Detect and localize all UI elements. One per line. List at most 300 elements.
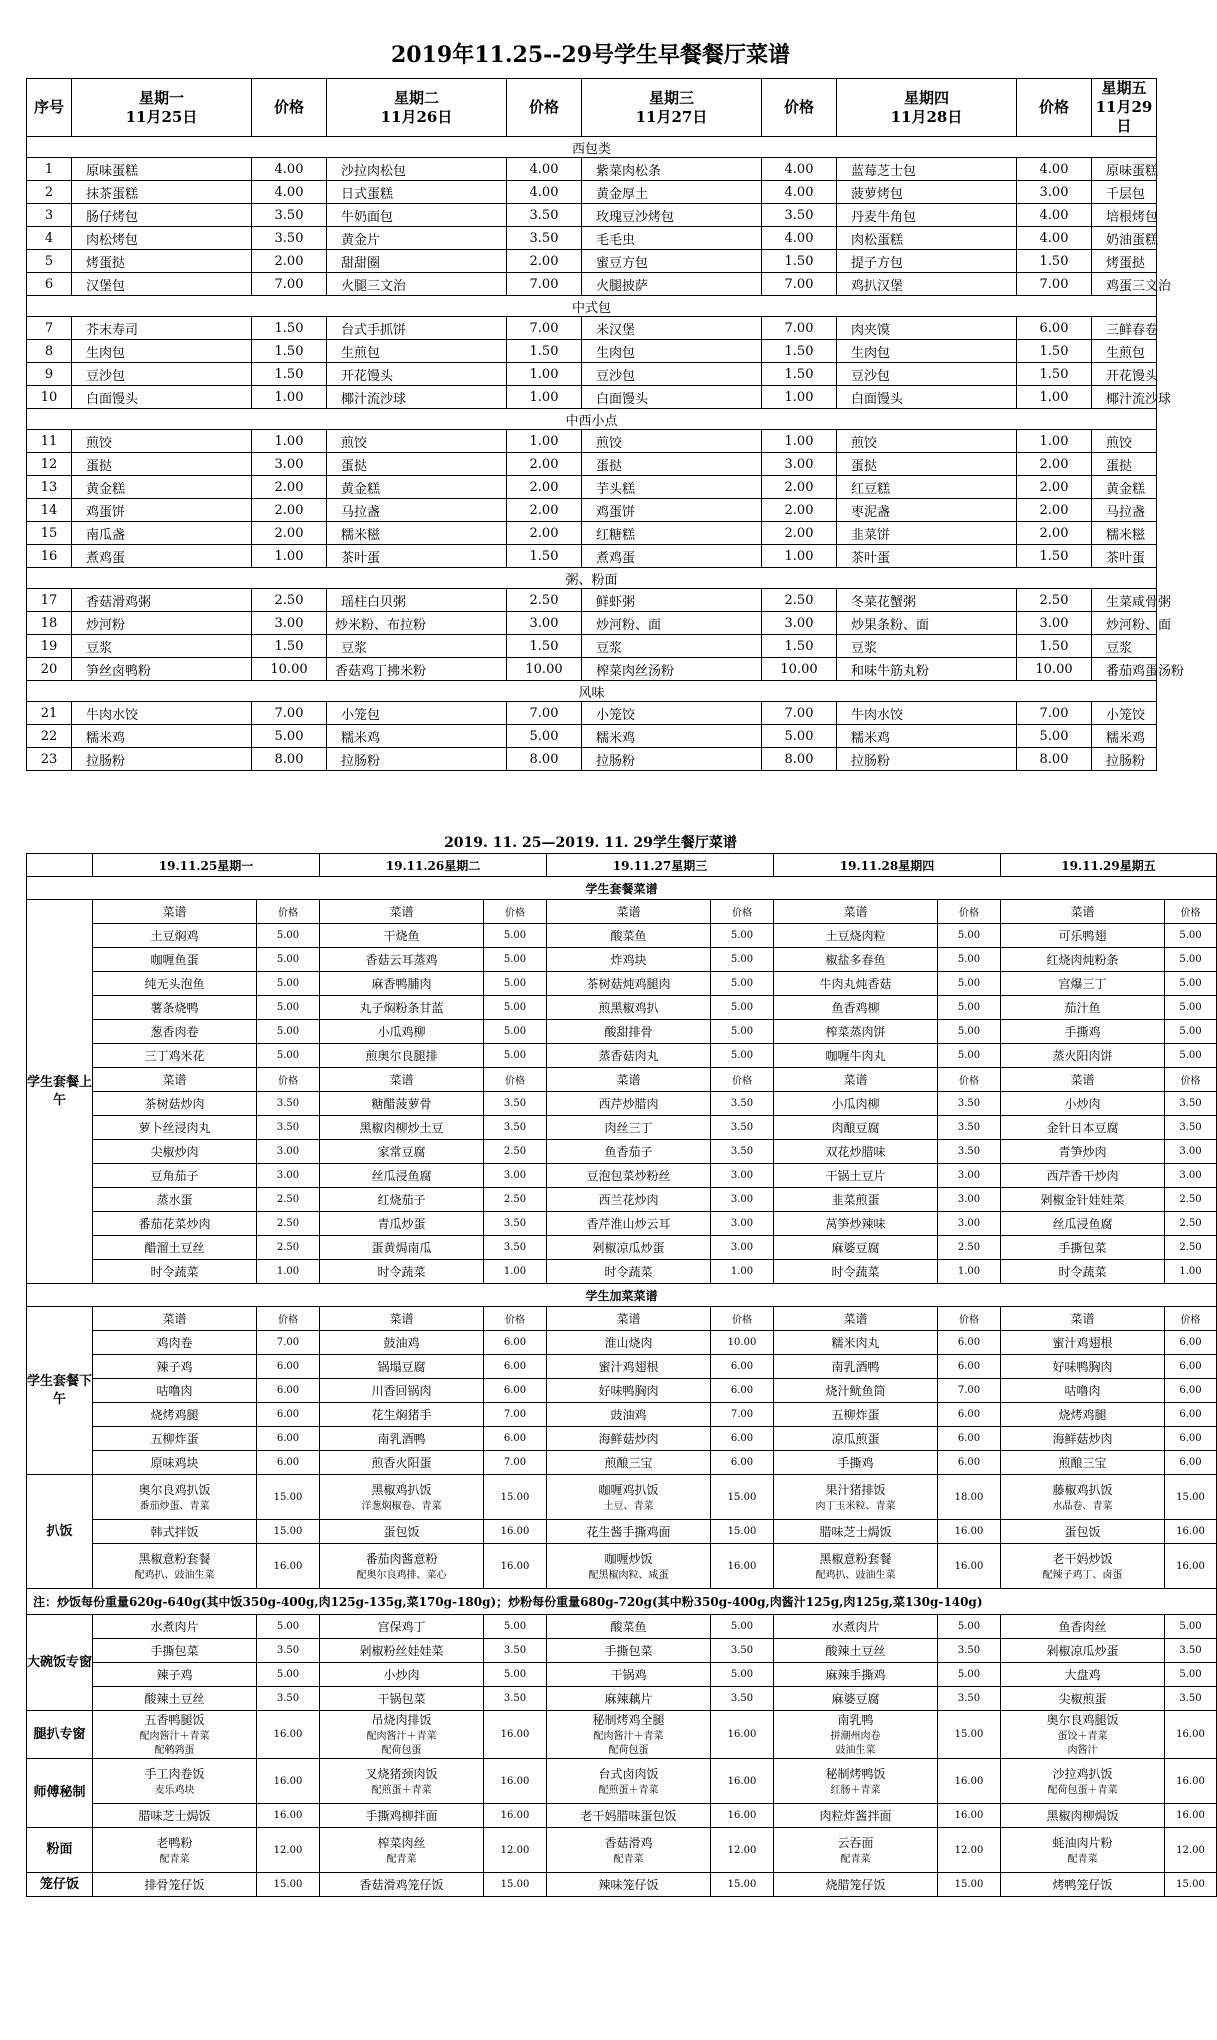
dish-name: 茄汁鱼 (1001, 996, 1165, 1020)
price: 2.00 (507, 453, 582, 476)
price: 5.00 (938, 948, 1001, 972)
row-index: 10 (27, 386, 72, 409)
dish-name: 蛋挞 (582, 453, 762, 476)
dish-name (93, 1828, 257, 1873)
dish-name: 时令蔬菜 (93, 1260, 257, 1284)
dish-header: 菜谱 (1001, 900, 1165, 924)
day-header: 19.11.28星期四 (774, 854, 1001, 877)
menu-row (27, 227, 1157, 250)
dish-name: 煎饺 (1092, 430, 1157, 453)
dish-name: 火腿披萨 (582, 273, 762, 296)
dish-name: 原味蛋糕 (1092, 158, 1157, 181)
price: 2.00 (252, 522, 327, 545)
price-header: 价格 (1165, 1068, 1217, 1092)
dish-name: 手撕包菜 (1001, 1236, 1165, 1260)
price: 5.00 (257, 1044, 320, 1068)
price: 3.50 (484, 1092, 547, 1116)
dish-name (320, 1828, 484, 1873)
dish-name: 开花馒头 (1092, 363, 1157, 386)
canteen-header-row (27, 854, 1217, 877)
price: 1.50 (1017, 250, 1092, 273)
dish-name: 鲜虾粥 (582, 589, 762, 612)
dish-side: 水晶卷、青菜 (1052, 1500, 1113, 1512)
menu-row (27, 635, 1157, 658)
menu-row (27, 545, 1157, 568)
dish-name: 千层包 (1092, 181, 1157, 204)
price: 16.00 (1165, 1759, 1217, 1804)
price: 3.00 (252, 612, 327, 635)
menu-row (27, 1044, 1217, 1068)
row-index: 20 (27, 658, 72, 681)
day-header: 19.11.25星期一 (93, 854, 320, 877)
price: 3.00 (711, 1164, 774, 1188)
dish-name: 茶叶蛋 (837, 545, 1017, 568)
price: 10.00 (1017, 658, 1092, 681)
price: 16.00 (1165, 1520, 1217, 1544)
dish-name: 菠萝烤包 (837, 181, 1017, 204)
dish-title: 香菇滑鸡 (604, 1835, 653, 1850)
dish-name (1001, 1711, 1165, 1759)
dish-name (547, 1828, 711, 1873)
price-header: 价格 (1017, 79, 1092, 137)
dish-name (1001, 1475, 1165, 1520)
dish-name: 丝瓜浸鱼腐 (1001, 1212, 1165, 1236)
dish-name: 糯米糍 (327, 522, 507, 545)
price: 3.00 (484, 1164, 547, 1188)
dish-side: 配青菜 (386, 1853, 417, 1865)
dish-name (774, 1711, 938, 1759)
price: 15.00 (711, 1873, 774, 1897)
dish-name: 椰汁流沙球 (1092, 386, 1157, 409)
dish-side: 配鸡扒、豉油生菜 (815, 1569, 896, 1581)
dish-side: 配肉酱汁＋青菜 (593, 1731, 664, 1742)
breakfast-header-row (27, 79, 1157, 137)
dish-name: 椰汁流沙球 (327, 386, 507, 409)
dish-name: 鸡蛋三文治 (1092, 273, 1157, 296)
dish-title: 果汁猪排饭 (825, 1482, 886, 1497)
price: 7.00 (484, 1403, 547, 1427)
price: 3.50 (1165, 1639, 1217, 1663)
dish-name (547, 1711, 711, 1759)
dish-name: 马拉盏 (327, 499, 507, 522)
dish-title: 云吞面 (837, 1835, 874, 1850)
price: 7.00 (507, 273, 582, 296)
price-header: 价格 (938, 900, 1001, 924)
price: 5.00 (1165, 1615, 1217, 1639)
price: 18.00 (938, 1475, 1001, 1520)
dish-side: 豉油生菜 (835, 1745, 876, 1756)
section-title: 粥、粉面 (27, 568, 1157, 589)
weight-note: 注：炒饭每份重量620g-640g(其中饭350g-400g,肉125g-135g,菜170g-180g)；炒粉每份重量680g-720g(其中粉350g-400g,肉酱汁125g,肉125g,菜130g-140g) (27, 1589, 1217, 1615)
row-index: 15 (27, 522, 72, 545)
price-header: 价格 (257, 900, 320, 924)
price: 7.00 (257, 1331, 320, 1355)
dish-name: 土豆焖鸡 (93, 924, 257, 948)
dish-name: 笋丝卤鸭粉 (72, 658, 252, 681)
menu-row (27, 924, 1217, 948)
price: 16.00 (711, 1804, 774, 1828)
menu-row (27, 748, 1157, 771)
dish-name: 白面馒头 (582, 386, 762, 409)
dish-name: 酸菜鱼 (547, 1615, 711, 1639)
dish-name: 小笼饺 (582, 702, 762, 725)
dish-name: 原味蛋糕 (72, 158, 252, 181)
date-label: 11月28日 (890, 107, 963, 126)
price: 4.00 (762, 181, 837, 204)
price: 3.50 (1165, 1092, 1217, 1116)
dish-name: 凉瓜煎蛋 (774, 1427, 938, 1451)
dish-name: 豆沙包 (582, 363, 762, 386)
dish-name: 紫菜肉松条 (582, 158, 762, 181)
dish-title: 咖喱炒饭 (604, 1551, 653, 1566)
price: 5.00 (938, 996, 1001, 1020)
menu-row (27, 1711, 1217, 1759)
dish-title: 老干妈炒饭 (1052, 1551, 1113, 1566)
dish-name: 烤蛋挞 (72, 250, 252, 273)
dish-header: 菜谱 (320, 1068, 484, 1092)
price: 5.00 (711, 1020, 774, 1044)
dish-name: 小炒肉 (320, 1663, 484, 1687)
dish-name: 咕噜肉 (93, 1379, 257, 1403)
price: 7.00 (762, 317, 837, 340)
price: 7.00 (507, 702, 582, 725)
price: 7.00 (762, 273, 837, 296)
dish-name: 鼓油鸡 (320, 1331, 484, 1355)
dish-title: 叉烧猪颈肉饭 (365, 1766, 438, 1781)
price: 5.00 (711, 948, 774, 972)
dish-name: 煎酿三宝 (1001, 1451, 1165, 1475)
dish-name: 锅塌豆腐 (320, 1355, 484, 1379)
dish-name: 西兰花炒肉 (547, 1188, 711, 1212)
dish-side: 配青菜 (159, 1853, 190, 1865)
price: 5.00 (711, 972, 774, 996)
price: 10.00 (762, 658, 837, 681)
dish-side: 拼潮州肉卷 (830, 1731, 881, 1742)
price: 2.00 (252, 476, 327, 499)
dish-name: 肠仔烤包 (72, 204, 252, 227)
dish-side: 配肉酱汁＋青菜 (139, 1731, 210, 1742)
price: 5.00 (257, 1020, 320, 1044)
price: 10.00 (711, 1331, 774, 1355)
price: 3.50 (484, 1639, 547, 1663)
dish-title: 蛋包饭 (1064, 1525, 1101, 1539)
dish-name: 丝瓜浸鱼腐 (320, 1164, 484, 1188)
price: 15.00 (1165, 1475, 1217, 1520)
dish-name: 糯米鸡 (72, 725, 252, 748)
menu-row (27, 1759, 1217, 1804)
dish-title: 榨菜肉丝 (377, 1835, 426, 1850)
price: 3.50 (484, 1116, 547, 1140)
price: 5.00 (1017, 725, 1092, 748)
dish-name: 青瓜炒蛋 (320, 1212, 484, 1236)
note-row (27, 1589, 1217, 1615)
price: 16.00 (257, 1804, 320, 1828)
chef-special-label: 师傅秘制 (27, 1759, 93, 1828)
menu-row (27, 725, 1157, 748)
dish-name: 酸辣土豆丝 (93, 1687, 257, 1711)
price: 1.50 (762, 340, 837, 363)
price: 15.00 (711, 1475, 774, 1520)
dish-name (547, 1759, 711, 1804)
dish-name: 烤蛋挞 (1092, 250, 1157, 273)
price: 1.50 (507, 545, 582, 568)
dish-title: 秘制烤鸭饭 (825, 1766, 886, 1781)
price-header: 价格 (938, 1068, 1001, 1092)
dish-name: 炒河粉、面 (582, 612, 762, 635)
dish-name: 纯无头泡鱼 (93, 972, 257, 996)
menu-row (27, 589, 1157, 612)
dish-name: 蛋挞 (1092, 453, 1157, 476)
dish-title: 五香鸭腿饭 (144, 1713, 205, 1727)
dish-name: 糯米鸡 (1092, 725, 1157, 748)
price: 3.00 (1017, 181, 1092, 204)
price: 5.00 (938, 972, 1001, 996)
price: 15.00 (484, 1873, 547, 1897)
dish-header: 菜谱 (547, 1068, 711, 1092)
price: 8.00 (762, 748, 837, 771)
menu-row (27, 1520, 1217, 1544)
dish-name: 拉肠粉 (837, 748, 1017, 771)
price: 7.00 (507, 317, 582, 340)
dish-name: 煎酿三宝 (547, 1451, 711, 1475)
menu-row (27, 386, 1157, 409)
dish-name: 五柳炸蛋 (93, 1427, 257, 1451)
price: 3.00 (938, 1164, 1001, 1188)
row-index: 16 (27, 545, 72, 568)
dish-name: 蒸香菇肉丸 (547, 1044, 711, 1068)
claypot-label: 笼仔饭 (27, 1873, 93, 1897)
price: 5.00 (1165, 924, 1217, 948)
dish-name: 茶树菇炖鸡腿肉 (547, 972, 711, 996)
row-index: 1 (27, 158, 72, 181)
dish-name: 蛋挞 (72, 453, 252, 476)
dish-side: 配鸡扒、豉油生菜 (134, 1569, 215, 1581)
price-header: 价格 (507, 79, 582, 137)
dish-name: 蓝莓芝士包 (837, 158, 1017, 181)
dish-title: 手工肉卷饭 (144, 1766, 205, 1781)
menu-row (27, 273, 1157, 296)
dish-name: 淮山烧肉 (547, 1331, 711, 1355)
dish-name: 三鲜春卷 (1092, 317, 1157, 340)
dish-name: 手撕包菜 (93, 1639, 257, 1663)
price-header: 价格 (484, 1307, 547, 1331)
price-header: 价格 (257, 1307, 320, 1331)
price: 3.00 (1017, 612, 1092, 635)
dish-name: 手撕鸡 (774, 1451, 938, 1475)
menu-row (27, 1020, 1217, 1044)
price: 16.00 (484, 1804, 547, 1828)
price: 5.00 (938, 1020, 1001, 1044)
dish-name: 炒米粉、布拉粉 (327, 612, 507, 635)
dish-header: 菜谱 (1001, 1068, 1165, 1092)
price: 2.50 (1165, 1212, 1217, 1236)
section-title: 学生套餐菜谱 (27, 877, 1217, 900)
price: 6.00 (938, 1331, 1001, 1355)
price: 2.50 (484, 1140, 547, 1164)
price: 2.00 (1017, 453, 1092, 476)
dish-name: 水煮肉片 (774, 1615, 938, 1639)
price: 7.00 (938, 1379, 1001, 1403)
dish-name: 芋头糕 (582, 476, 762, 499)
menu-row (27, 1379, 1217, 1403)
price: 16.00 (257, 1711, 320, 1759)
leg-window-label: 腿扒专窗 (27, 1711, 93, 1759)
weekday-label: 星期四 (903, 88, 949, 107)
dish-name: 黄金糕 (72, 476, 252, 499)
dish-title: 蛋包饭 (383, 1525, 420, 1539)
dish-name: 榨菜蒸肉饼 (774, 1020, 938, 1044)
dish-name: 南瓜盏 (72, 522, 252, 545)
dish-name: 拉肠粉 (1092, 748, 1157, 771)
dish-name: 红烧肉炖粉条 (1001, 948, 1165, 972)
dish-title: 奥尔良鸡扒饭 (138, 1482, 211, 1497)
dish-name: 豆沙包 (72, 363, 252, 386)
price-header: 价格 (711, 900, 774, 924)
dish-header: 菜谱 (93, 1068, 257, 1092)
dish-title: 沙拉鸡扒饭 (1052, 1766, 1113, 1781)
price: 2.50 (1165, 1188, 1217, 1212)
column-header-row (27, 1307, 1217, 1331)
breakfast-title: 2019年11.25--29号学生早餐餐厅菜谱 (391, 42, 790, 68)
price: 5.00 (484, 1615, 547, 1639)
dish-title: 腊味芝士焗饭 (138, 1809, 211, 1823)
price: 12.00 (484, 1828, 547, 1873)
dish-name: 西芹炒腊肉 (547, 1092, 711, 1116)
dish-name: 鸡肉卷 (93, 1331, 257, 1355)
dish-name: 烧烤鸡腿 (1001, 1403, 1165, 1427)
price: 5.00 (711, 1663, 774, 1687)
dish-title: 黑椒肉柳焗饭 (1046, 1809, 1119, 1823)
dish-name: 南乳酒鸭 (774, 1355, 938, 1379)
price: 5.00 (484, 1044, 547, 1068)
price-header: 价格 (762, 79, 837, 137)
index-header: 序号 (27, 79, 72, 137)
dish-name: 鱼香肉丝 (1001, 1615, 1165, 1639)
dish-name: 马拉盏 (1092, 499, 1157, 522)
price: 4.00 (252, 181, 327, 204)
dish-name (1001, 1804, 1165, 1828)
price: 1.00 (711, 1260, 774, 1284)
menu-row (27, 1092, 1217, 1116)
price: 5.00 (711, 996, 774, 1020)
dish-header: 菜谱 (1001, 1307, 1165, 1331)
dish-name: 鸡蛋饼 (582, 499, 762, 522)
dish-name: 剁椒凉瓜炒蛋 (1001, 1639, 1165, 1663)
dish-side: 配肉酱汁＋青菜 (366, 1731, 437, 1742)
grill-label: 扒饭 (27, 1475, 93, 1589)
menu-row (27, 1804, 1217, 1828)
price: 3.50 (257, 1092, 320, 1116)
dish-name (320, 1520, 484, 1544)
dish-name: 青笋炒肉 (1001, 1140, 1165, 1164)
dish-name: 咖喱鱼蛋 (93, 948, 257, 972)
dish-name: 煎香火阳蛋 (320, 1451, 484, 1475)
price: 3.00 (762, 453, 837, 476)
day-header: 19.11.29星期五 (1001, 854, 1217, 877)
price: 16.00 (938, 1544, 1001, 1589)
dish-name: 好味鸭胸肉 (547, 1379, 711, 1403)
menu-row (27, 1116, 1217, 1140)
dish-name: 麻香鸭脯肉 (320, 972, 484, 996)
dish-name: 花生焖猪手 (320, 1403, 484, 1427)
price: 7.00 (711, 1403, 774, 1427)
price: 3.00 (257, 1164, 320, 1188)
menu-row (27, 1260, 1217, 1284)
menu-row (27, 430, 1157, 453)
dish-name (547, 1804, 711, 1828)
dish-side: 蛋饺＋青菜 (1057, 1731, 1108, 1742)
menu-row (27, 1188, 1217, 1212)
dish-name: 蒸火阳肉饼 (1001, 1044, 1165, 1068)
dish-title: 南乳鸭 (837, 1713, 874, 1727)
dish-header: 菜谱 (774, 1068, 938, 1092)
dish-name: 鱼香茄子 (547, 1140, 711, 1164)
menu-row (27, 1687, 1217, 1711)
dish-name: 金针日本豆腐 (1001, 1116, 1165, 1140)
price: 6.00 (1165, 1451, 1217, 1475)
price-header: 价格 (484, 900, 547, 924)
price: 3.50 (252, 227, 327, 250)
price: 3.00 (711, 1236, 774, 1260)
price: 3.00 (938, 1212, 1001, 1236)
dish-name: 提子方包 (837, 250, 1017, 273)
dish-header: 菜谱 (774, 1307, 938, 1331)
section-title: 学生加菜菜谱 (27, 1284, 1217, 1307)
price: 5.00 (484, 996, 547, 1020)
price: 5.00 (257, 972, 320, 996)
price: 5.00 (1165, 972, 1217, 996)
dish-name: 西芹香干炒肉 (1001, 1164, 1165, 1188)
dish-header: 菜谱 (547, 1307, 711, 1331)
price: 3.50 (938, 1092, 1001, 1116)
dish-name (1001, 1759, 1165, 1804)
price: 4.00 (507, 181, 582, 204)
price: 2.50 (507, 589, 582, 612)
dish-name (320, 1475, 484, 1520)
menu-row (27, 1828, 1217, 1873)
date-label: 11月25日 (125, 107, 198, 126)
dish-name: 煎饺 (327, 430, 507, 453)
price: 1.50 (252, 340, 327, 363)
dish-name: 大盘鸡 (1001, 1663, 1165, 1687)
price: 6.00 (484, 1355, 547, 1379)
dish-name: 烧汁鱿鱼筒 (774, 1379, 938, 1403)
row-index: 18 (27, 612, 72, 635)
dish-name: 糯米鸡 (837, 725, 1017, 748)
price: 2.00 (252, 250, 327, 273)
dish-name: 香菇云耳蒸鸡 (320, 948, 484, 972)
dish-side: 番茄炒蛋、青菜 (139, 1500, 210, 1512)
dish-name: 糯米糍 (1092, 522, 1157, 545)
dish-name: 宫保鸡丁 (320, 1615, 484, 1639)
dish-name: 肉松蛋糕 (837, 227, 1017, 250)
price: 3.50 (484, 1212, 547, 1236)
date-label: 11月29日 (1095, 98, 1153, 135)
price: 1.50 (252, 317, 327, 340)
dish-name: 韭菜饼 (837, 522, 1017, 545)
price: 3.50 (484, 1236, 547, 1260)
dish-name: 辣子鸡 (93, 1355, 257, 1379)
price: 12.00 (938, 1828, 1001, 1873)
price: 1.50 (252, 363, 327, 386)
dish-name: 茶树菇炒肉 (93, 1092, 257, 1116)
weekday-label: 星期三 (648, 88, 694, 107)
price: 3.50 (257, 1687, 320, 1711)
price: 3.00 (762, 612, 837, 635)
price: 1.00 (252, 545, 327, 568)
dish-name (774, 1804, 938, 1828)
dish-name: 培根烤包 (1092, 204, 1157, 227)
